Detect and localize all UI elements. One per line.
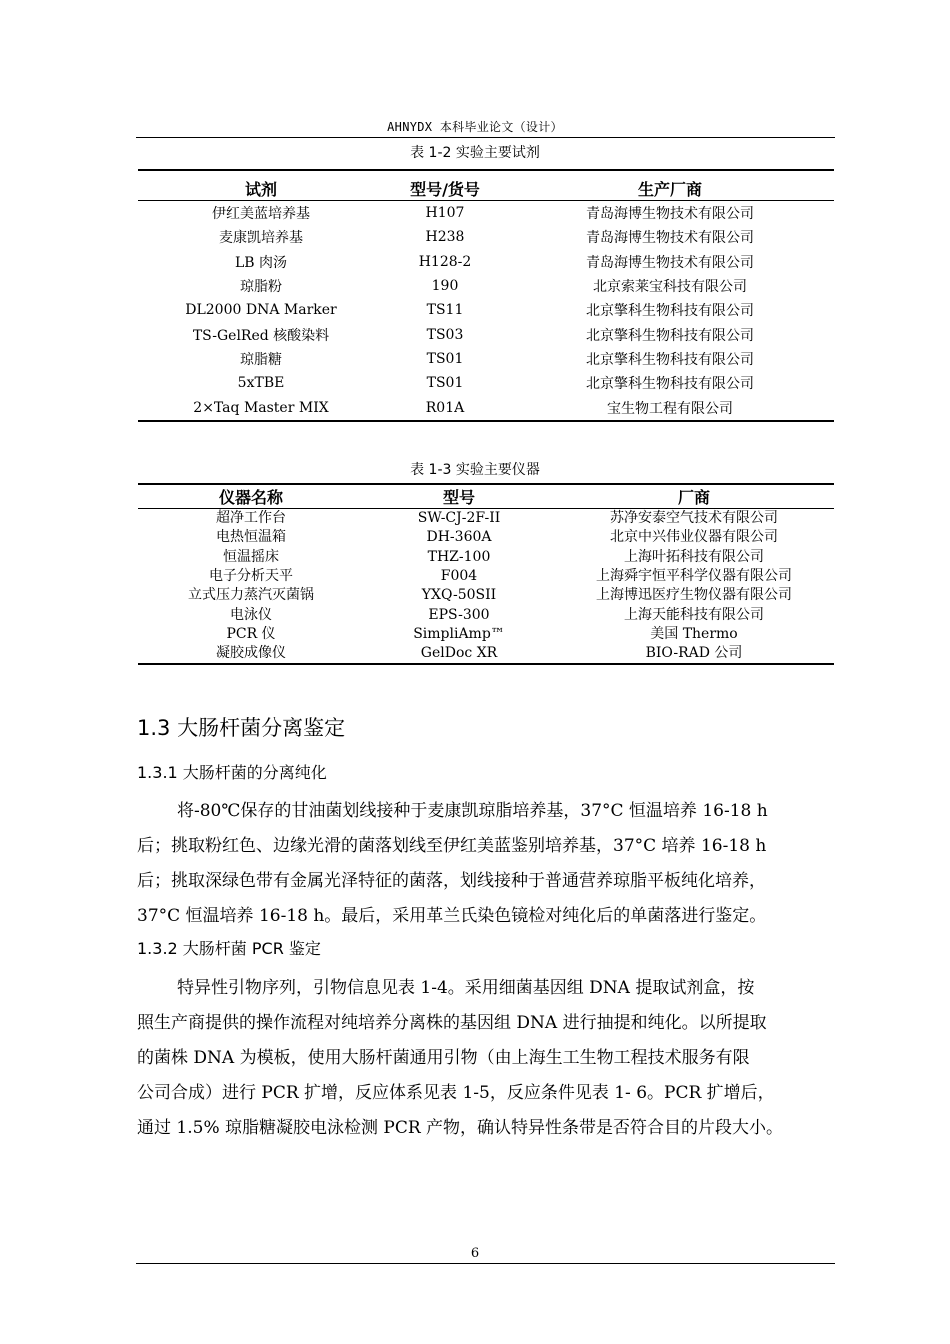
table-cell: 北京擎科生物科技有限公司: [586, 351, 754, 368]
table-cell: 麦康凯培养基: [219, 230, 303, 247]
table-cell: 凝胶成像仪: [216, 645, 286, 662]
footer-rule: [136, 1263, 835, 1264]
table-cell: 琼脂粉: [240, 279, 282, 296]
table-row: [138, 201, 834, 226]
table-cell: 上海舜宇恒平科学仪器有限公司: [596, 568, 792, 585]
column-header: 仪器名称: [138, 484, 364, 509]
table-row: [138, 395, 834, 420]
column-header: 厂商: [554, 484, 834, 509]
text-line: 后；挑取粉红色、边缘光滑的菌落划线至伊红美蓝鉴别培养基，37°C 培养 16-18 h: [137, 836, 767, 856]
table-cell: SW-CJ-2F-II: [417, 510, 501, 527]
table-cell: TS-GelRed 核酸染料: [192, 327, 330, 344]
running-header: AHNYDX 本科毕业论文（设计）: [387, 120, 563, 134]
table-cell: 青岛海博生物技术有限公司: [586, 254, 754, 271]
column-header: 型号: [364, 484, 554, 509]
text-line: 通过 1.5% 琼脂糖凝胶电泳检测 PCR 产物，确认特异性条带是否符合目的片段大小。: [137, 1118, 784, 1138]
column-header: 生产厂商: [506, 170, 834, 201]
table-row: [138, 625, 834, 644]
table-row: [138, 528, 834, 547]
table-cell: 北京擎科生物科技有限公司: [586, 376, 754, 393]
column-header: 型号/货号: [384, 170, 506, 201]
text-line: 将-80℃保存的甘油菌划线接种于麦康凯琼脂培养基，37°C 恒温培养 16-18 h: [177, 801, 768, 821]
table-cell: LB 肉汤: [234, 254, 288, 271]
table-cell: 北京擎科生物科技有限公司: [586, 303, 754, 320]
table-row: [138, 371, 834, 395]
text-line: 后；挑取深绿色带有金属光泽特征的菌落，划线接种于普通营养琼脂平板纯化培养，: [137, 871, 766, 891]
table-cell: THZ-100: [427, 548, 491, 565]
table-cell: 电子分析天平: [209, 568, 293, 585]
table-cell: 北京中兴伟业仪器有限公司: [610, 529, 778, 546]
table-row: [138, 509, 834, 529]
text-line: 的菌株 DNA 为模板，使用大肠杆菌通用引物（由上海生工生物工程技术服务有限: [137, 1048, 750, 1068]
paragraph: [137, 794, 849, 934]
column-header: 试剂: [138, 170, 384, 201]
table-cell: 琼脂糖: [240, 351, 282, 368]
table-cell: GelDoc XR: [420, 645, 498, 662]
table-cell: 伊红美蓝培养基: [212, 206, 310, 223]
table-cell: EPS-300: [428, 606, 490, 623]
table-header-row: [138, 484, 834, 509]
table-cell: 5xTBE: [237, 375, 285, 392]
table-cell: 苏净安泰空气技术有限公司: [610, 510, 778, 527]
section-heading: 1.3 大肠杆菌分离鉴定: [137, 716, 346, 740]
text-line: 特异性引物序列，引物信息见表 1-4。采用细菌基因组 DNA 提取试剂盒，按: [177, 978, 755, 998]
table-cell: DL2000 DNA Marker: [185, 302, 337, 319]
table-cell: TS01: [426, 375, 464, 392]
table-1-2-caption: 表 1-2 实验主要试剂: [410, 145, 540, 161]
table-cell: H107: [425, 205, 465, 222]
table-cell: 青岛海博生物技术有限公司: [586, 206, 754, 223]
table-cell: H128-2: [418, 253, 472, 270]
table-cell: H238: [425, 229, 465, 246]
table-row: [138, 250, 834, 274]
table-row: [138, 322, 834, 346]
table-header-row: [138, 170, 834, 201]
table-cell: F004: [440, 568, 478, 585]
page-number: 6: [470, 1246, 480, 1261]
table-cell: 190: [431, 278, 459, 295]
text-line: 照生产商提供的操作流程对纯培养分离株的基因组 DNA 进行抽提和纯化。以所提取: [137, 1013, 767, 1033]
table-cell: PCR 仪: [226, 625, 276, 642]
table-cell: BIO-RAD 公司: [645, 645, 743, 662]
table-cell: 超净工作台: [216, 510, 286, 527]
text-line: 37°C 恒温培养 16-18 h。最后，采用革兰氏染色镜检对纯化后的单菌落进行鉴定。: [137, 906, 767, 926]
paragraph: [137, 971, 849, 1146]
table-row: [138, 274, 834, 298]
table-cell: 美国 Thermo: [650, 625, 738, 642]
table-1-3-caption: 表 1-3 实验主要仪器: [410, 462, 540, 478]
table-cell: DH-360A: [426, 529, 492, 546]
table-cell: 电泳仪: [230, 606, 272, 623]
table-row: [138, 347, 834, 371]
table-cell: 北京擎科生物科技有限公司: [586, 327, 754, 344]
table-row: [138, 567, 834, 586]
table-cell: R01A: [425, 399, 465, 416]
table-row: [138, 548, 834, 567]
table-cell: SimpliAmp™: [413, 625, 505, 642]
table-row: [138, 644, 834, 664]
table-cell: 立式压力蒸汽灭菌锅: [188, 587, 314, 604]
reagents-table: [138, 169, 834, 422]
header-rule: [136, 137, 835, 138]
subsection-heading: 1.3.1 大肠杆菌的分离纯化: [137, 763, 327, 782]
table-cell: YXQ-50SII: [421, 587, 497, 604]
text-line: 公司合成）进行 PCR 扩增，反应体系见表 1-5，反应条件见表 1- 6。PCR 扩增后，: [137, 1083, 775, 1103]
table-cell: 电热恒温箱: [216, 529, 286, 546]
subsection-heading: 1.3.2 大肠杆菌 PCR 鉴定: [137, 939, 321, 958]
table-cell: TS11: [426, 302, 464, 319]
table-cell: 上海叶拓科技有限公司: [624, 548, 764, 565]
table-cell: 青岛海博生物技术有限公司: [586, 230, 754, 247]
table-row: [138, 225, 834, 249]
table-cell: 上海博迅医疗生物仪器有限公司: [596, 587, 792, 604]
table-cell: 恒温摇床: [223, 548, 279, 565]
table-cell: TS01: [426, 350, 464, 367]
table-cell: 北京索莱宝科技有限公司: [593, 279, 747, 296]
table-cell: 上海天能科技有限公司: [624, 606, 764, 623]
table-row: [138, 586, 834, 605]
table-cell: TS03: [426, 326, 464, 343]
table-row: [138, 298, 834, 322]
instruments-table: [138, 483, 834, 665]
table-cell: 2×Taq Master MIX: [193, 399, 329, 416]
table-cell: 宝生物工程有限公司: [607, 400, 733, 417]
table-row: [138, 605, 834, 624]
